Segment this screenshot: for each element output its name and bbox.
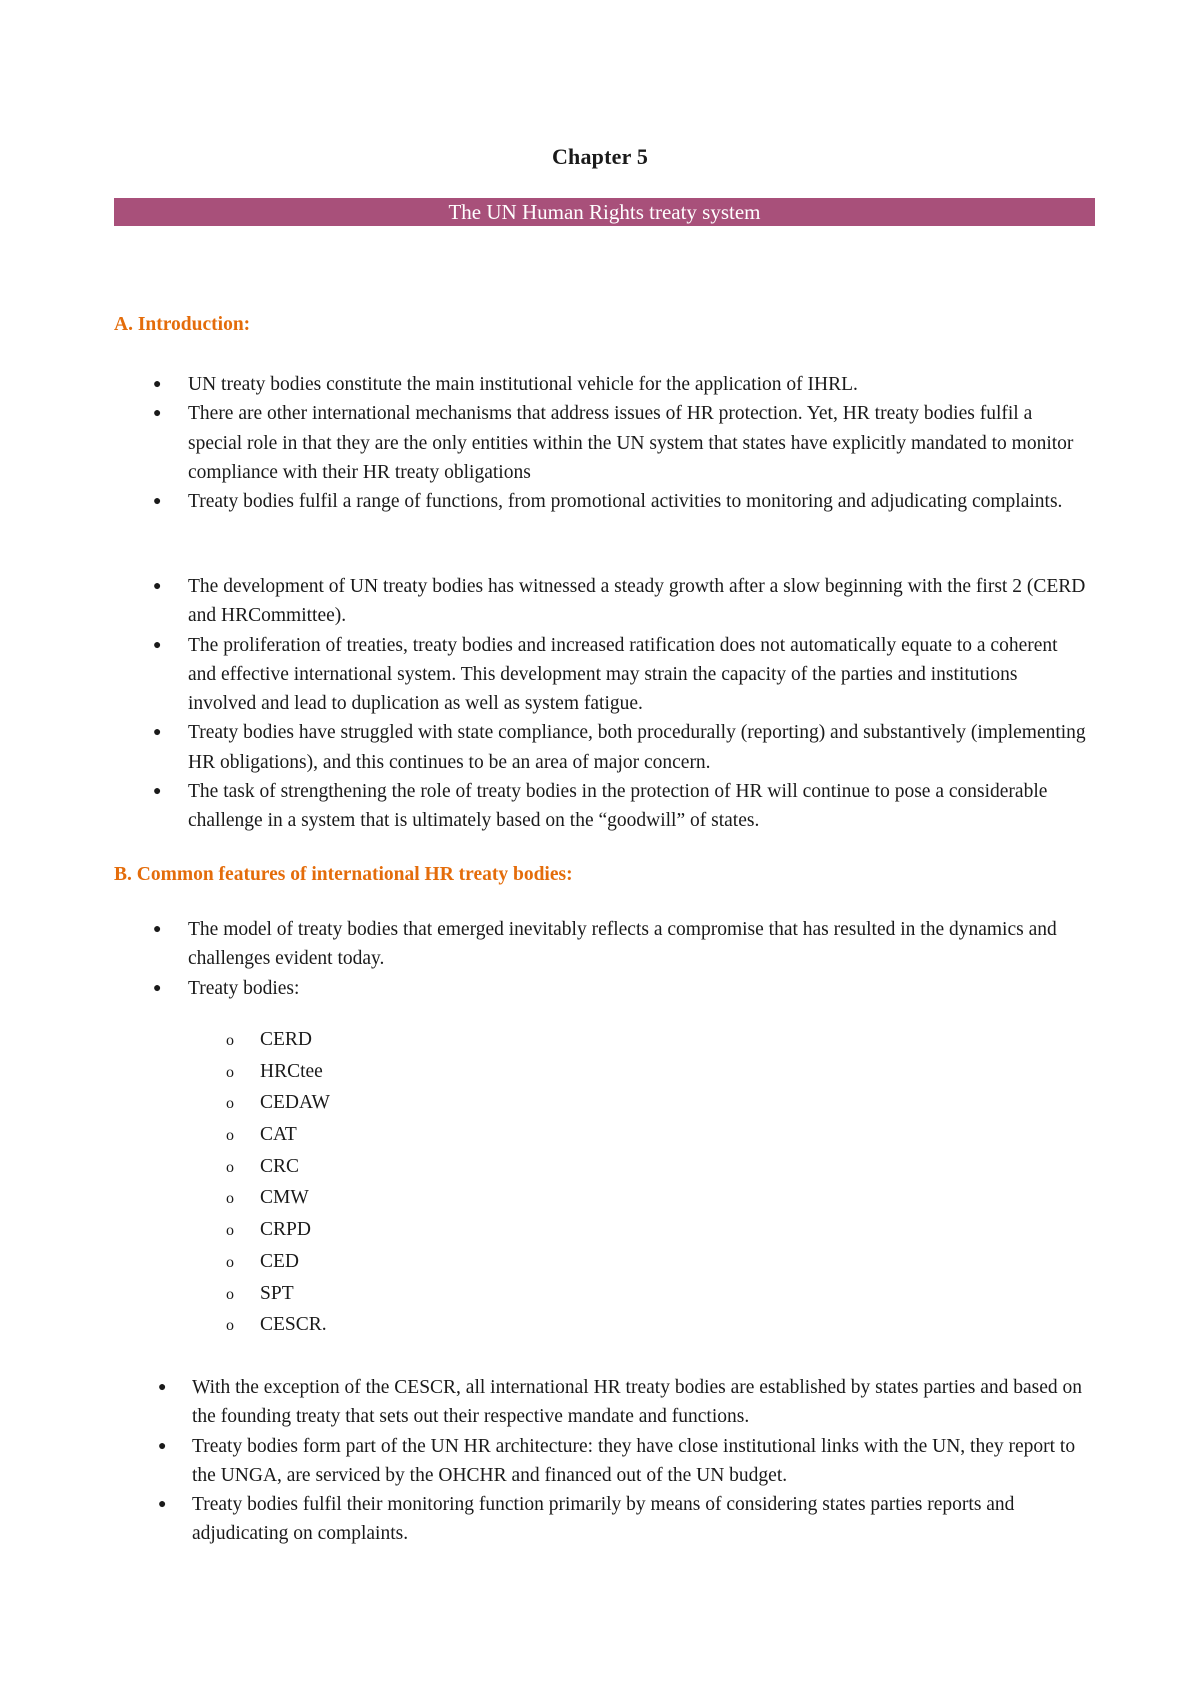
list-item-text: UN treaty bodies constitute the main institutional vehicle for the application of IHRL. <box>188 374 858 395</box>
section-a-heading: A. Introduction: <box>114 314 251 335</box>
circle-bullet-icon: o <box>226 1222 234 1240</box>
list-item <box>0 370 1200 399</box>
circle-bullet-icon: o <box>226 1127 234 1145</box>
circle-bullet-icon: o <box>226 1063 234 1081</box>
circle-bullet-icon: o <box>226 1158 234 1176</box>
bullet-icon: ● <box>153 494 162 510</box>
treaty-body-item <box>0 1024 1200 1056</box>
circle-bullet-icon: o <box>226 1253 234 1271</box>
treaty-body-item <box>0 1056 1200 1088</box>
bullet-icon: ● <box>153 579 162 594</box>
section-a-list-2 <box>0 572 1200 836</box>
circle-bullet-icon: o <box>226 1285 234 1303</box>
list-item-text: With the exception of the CESCR, all international HR treaty bodies are established by states parties and based on the founding treaty that sets out their respective mandate and functions. <box>192 1377 1083 1428</box>
list-item <box>0 1432 1200 1491</box>
list-item-text: Treaty bodies form part of the UN HR architecture: they have close institutional links with the UN, they report to the UNGA, are serviced by the OHCHR and financed out of the UN budget. <box>192 1435 1076 1486</box>
list-item <box>0 718 1200 777</box>
list-item-text: The model of treaty bodies that emerged inevitably reflects a compromise that has resulted in the dynamics and challenges evident today. <box>188 919 1057 970</box>
list-item-text: Treaty bodies: <box>188 977 300 999</box>
list-item <box>0 777 1200 836</box>
list-item <box>0 631 1200 719</box>
treaty-body-name: SPT <box>260 1282 294 1304</box>
circle-bullet-icon: o <box>226 1095 234 1113</box>
section-b-list-2 <box>0 1373 1200 1549</box>
circle-bullet-icon: o <box>226 1190 234 1208</box>
bullet-icon: ● <box>153 725 162 741</box>
bullet-icon: ● <box>153 980 162 996</box>
chapter-banner: The UN Human Rights treaty system <box>114 198 1095 226</box>
treaty-body-name: HRCtee <box>260 1060 323 1082</box>
bullet-icon: ● <box>153 784 162 800</box>
treaty-bodies-list <box>0 1024 1200 1341</box>
section-b-list-1 <box>0 915 1200 1003</box>
circle-bullet-icon: o <box>226 1032 234 1049</box>
list-item <box>0 915 1200 974</box>
list-item <box>0 399 1200 487</box>
list-item-text: There are other international mechanisms that address issues of HR protection. Yet, HR treaty bodies fulfil a special role in that they are the only entities within the UN system that states have explicitly mandated to monitor compliance with their HR treaty obligations <box>188 403 1074 483</box>
treaty-body-name: CEDAW <box>260 1092 330 1114</box>
bullet-icon: ● <box>153 922 162 937</box>
treaty-body-name: CRPD <box>260 1219 311 1241</box>
list-item-text: The task of strengthening the role of treaty bodies in the protection of HR will continue to pose a considerable challenge in a system that is ultimately based on the “goodwill” of states. <box>188 781 1048 832</box>
bullet-icon: ● <box>153 637 162 653</box>
list-item <box>0 1490 1200 1549</box>
treaty-body-item <box>0 1278 1200 1310</box>
treaty-body-item <box>0 1087 1200 1119</box>
treaty-body-item <box>0 1214 1200 1246</box>
circle-bullet-icon: o <box>226 1317 234 1335</box>
bullet-icon: ● <box>158 1438 167 1454</box>
list-item <box>0 487 1200 516</box>
treaty-body-item <box>0 1309 1200 1341</box>
list-item-text: Treaty bodies fulfil their monitoring function primarily by means of considering states parties reports and adjudicating on complaints. <box>192 1494 1015 1545</box>
list-item-text: Treaty bodies fulfil a range of functions, from promotional activities to monitoring and adjudicating complaints. <box>188 491 1063 513</box>
treaty-body-name: CED <box>260 1250 299 1272</box>
treaty-body-name: CMW <box>260 1187 309 1209</box>
section-b-heading: B. Common features of international HR treaty bodies: <box>114 864 573 885</box>
chapter-title: Chapter 5 <box>551 144 649 169</box>
treaty-body-item <box>0 1151 1200 1183</box>
treaty-body-item <box>0 1246 1200 1278</box>
bullet-icon: ● <box>158 1497 167 1513</box>
list-item-text: The proliferation of treaties, treaty bodies and increased ratification does not automatically equate to a coherent and effective international system. This development may strain the capacity of the parties and institutions involved and lead to duplication as well as system fatigue. <box>188 634 1058 715</box>
list-item <box>0 1373 1200 1432</box>
bullet-icon: ● <box>153 406 162 422</box>
list-item <box>0 572 1200 631</box>
list-item-text: The development of UN treaty bodies has witnessed a steady growth after a slow beginning with the first 2 (CERD and HRCommittee). <box>188 576 1086 627</box>
treaty-body-name: CRC <box>260 1155 300 1177</box>
treaty-body-item <box>0 1182 1200 1214</box>
treaty-body-name: CESCR. <box>260 1314 327 1336</box>
treaty-body-name: CERD <box>260 1029 313 1050</box>
bullet-icon: ● <box>153 377 162 392</box>
treaty-body-item <box>0 1119 1200 1151</box>
section-a-list-1 <box>0 370 1200 516</box>
bullet-icon: ● <box>158 1380 167 1395</box>
list-item-text: Treaty bodies have struggled with state compliance, both procedurally (reporting) and substantively (implementing HR obligations), and this continues to be an area of major concern. <box>188 722 1086 773</box>
treaty-body-name: CAT <box>260 1124 297 1146</box>
list-item <box>0 974 1200 1003</box>
